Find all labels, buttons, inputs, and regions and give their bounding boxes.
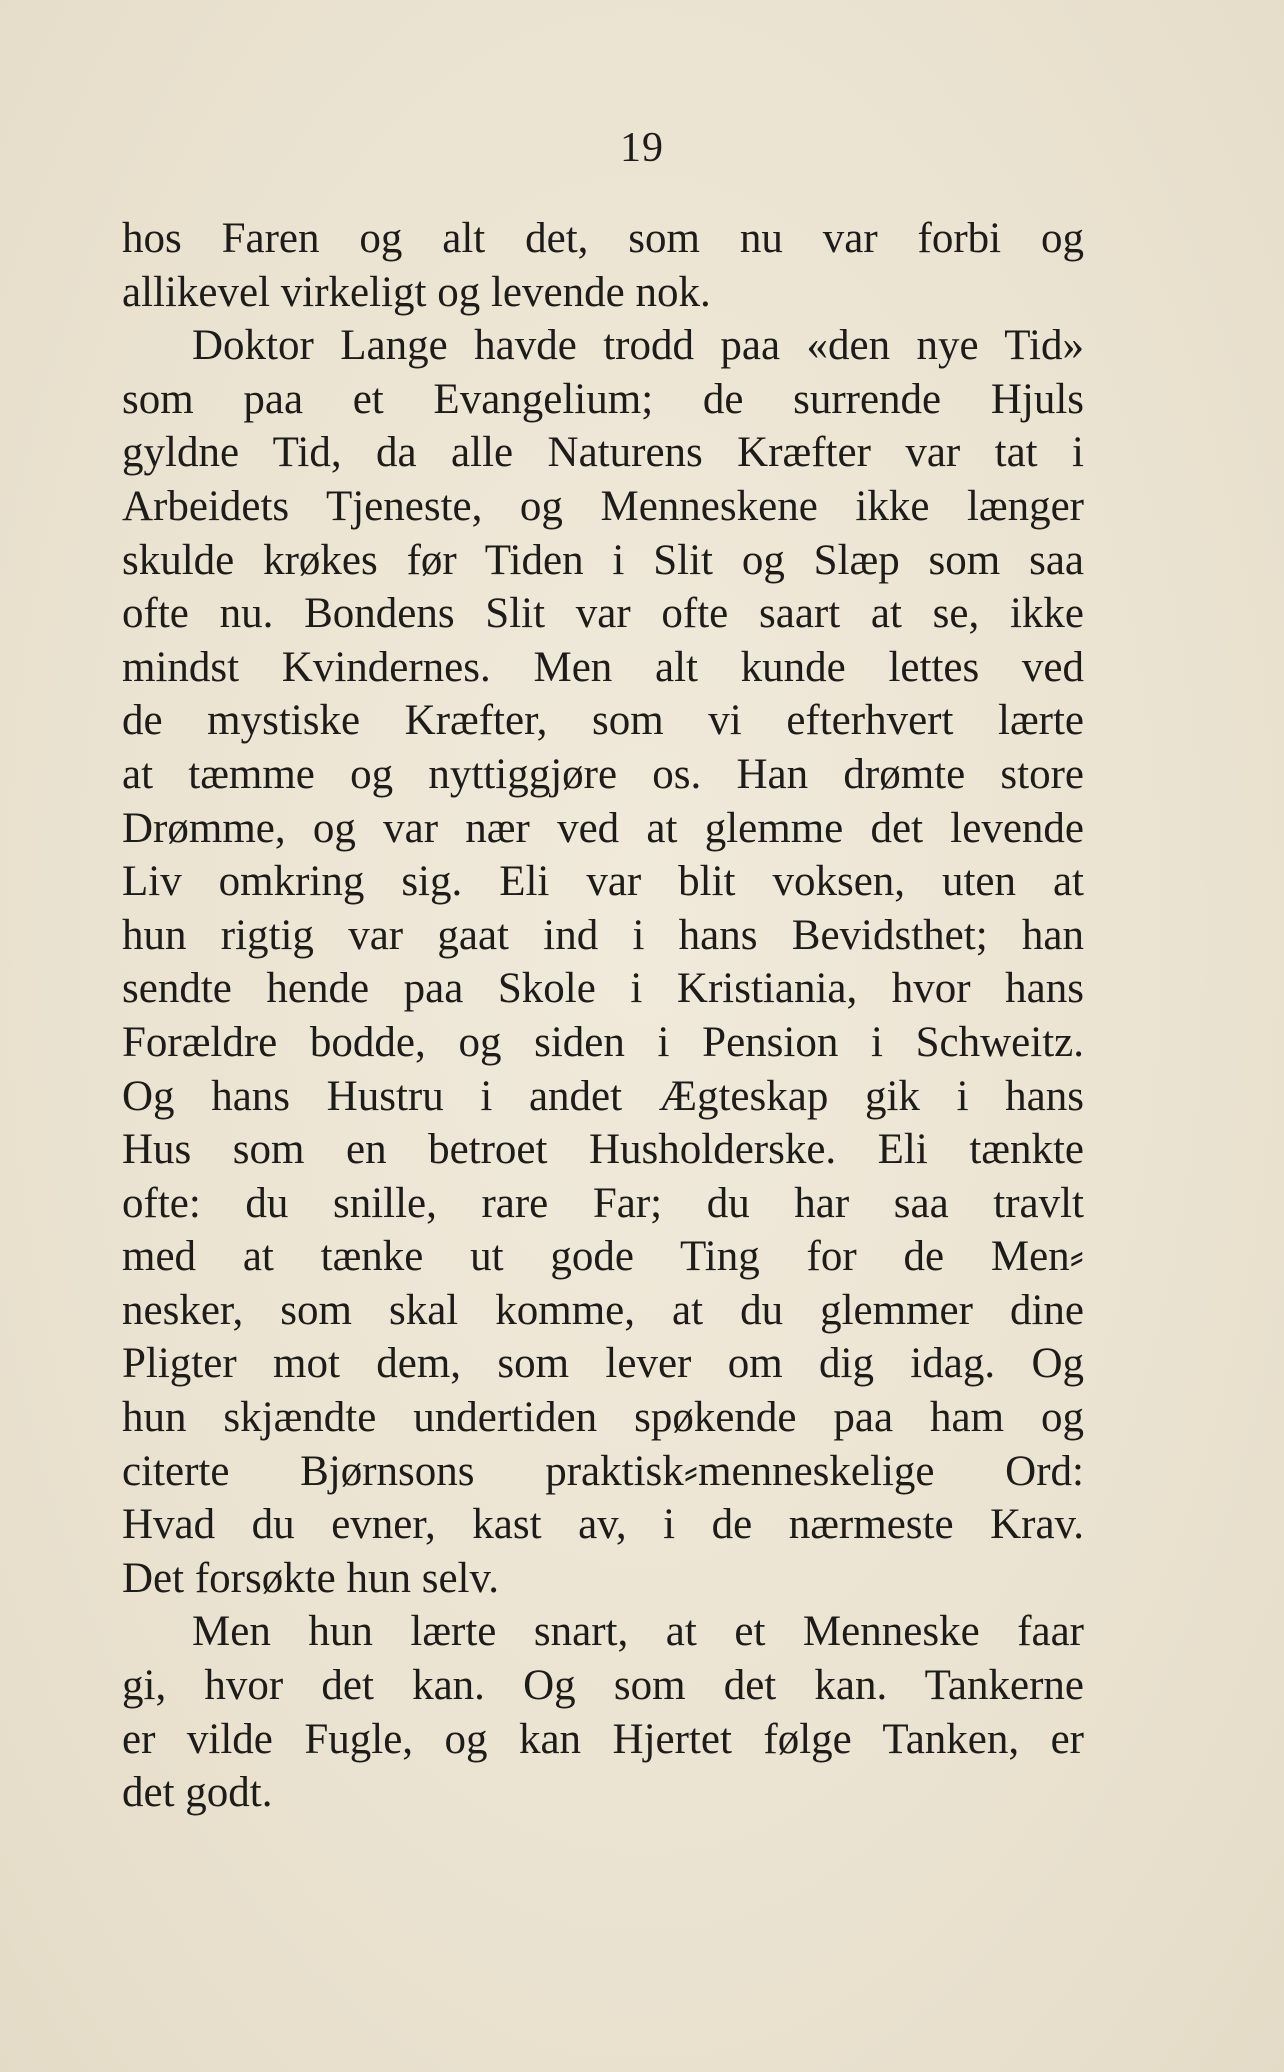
- text-line: nesker, som skal komme, at du glemmer dine: [122, 1286, 1084, 1334]
- text-line: citerte Bjørnsons praktisk⸗menneskelige Ord:: [122, 1447, 1084, 1495]
- text-line: Drømme, og var nær ved at glemme det levende: [122, 804, 1084, 852]
- text-line: hun skjændte undertiden spøkende paa ham og: [122, 1394, 1084, 1442]
- page-number: 19: [620, 125, 664, 171]
- text-line: Forældre bodde, og siden i Pension i Schweitz.: [122, 1018, 1084, 1066]
- text-line: Det forsøkte hun selv.: [122, 1554, 499, 1602]
- text-line: allikevel virkeligt og levende nok.: [122, 268, 711, 316]
- text-line: gi, hvor det kan. Og som det kan. Tankerne: [122, 1662, 1084, 1710]
- text-line: det godt.: [122, 1769, 273, 1817]
- text-line: med at tænke ut gode Ting for de Men⸗: [122, 1233, 1084, 1281]
- text-line: hos Faren og alt det, som nu var forbi og: [122, 215, 1084, 262]
- text-line: Liv omkring sig. Eli var blit voksen, uten at: [122, 858, 1084, 906]
- text-line: er vilde Fugle, og kan Hjertet følge Tanken, er: [122, 1715, 1084, 1763]
- text-line: skulde krøkes før Tiden i Slit og Slæp som saa: [122, 536, 1084, 584]
- text-line: Men hun lærte snart, at et Menneske faar: [192, 1608, 1084, 1656]
- text-line: Og hans Hustru i andet Ægteskap gik i hans: [122, 1072, 1084, 1120]
- text-line: Hvad du evner, kast av, i de nærmeste Krav.: [122, 1501, 1084, 1549]
- body-text: [122, 212, 1084, 1820]
- text-line: Arbeidets Tjeneste, og Menneskene ikke længer: [122, 482, 1084, 530]
- text-line: at tæmme og nyttiggjøre os. Han drømte store: [122, 750, 1084, 798]
- text-line: sendte hende paa Skole i Kristiania, hvor hans: [122, 965, 1084, 1013]
- text-line: som paa et Evangelium; de surrende Hjuls: [122, 375, 1084, 423]
- text-line: hun rigtig var gaat ind i hans Bevidsthet; han: [122, 911, 1084, 959]
- text-line: Pligter mot dem, som lever om dig idag. Og: [122, 1340, 1084, 1388]
- text-line: gyldne Tid, da alle Naturens Kræfter var tat i: [122, 429, 1084, 477]
- text-line: Doktor Lange havde trodd paa «den nye Tid»: [192, 322, 1084, 370]
- text-line: de mystiske Kræfter, som vi efterhvert lærte: [122, 697, 1084, 745]
- text-line: ofte nu. Bondens Slit var ofte saart at se, ikke: [122, 590, 1084, 638]
- text-line: Hus som en betroet Husholderske. Eli tænkte: [122, 1126, 1084, 1174]
- text-line: mindst Kvindernes. Men alt kunde lettes ved: [122, 643, 1084, 691]
- text-line: ofte: du snille, rare Far; du har saa travlt: [122, 1179, 1084, 1227]
